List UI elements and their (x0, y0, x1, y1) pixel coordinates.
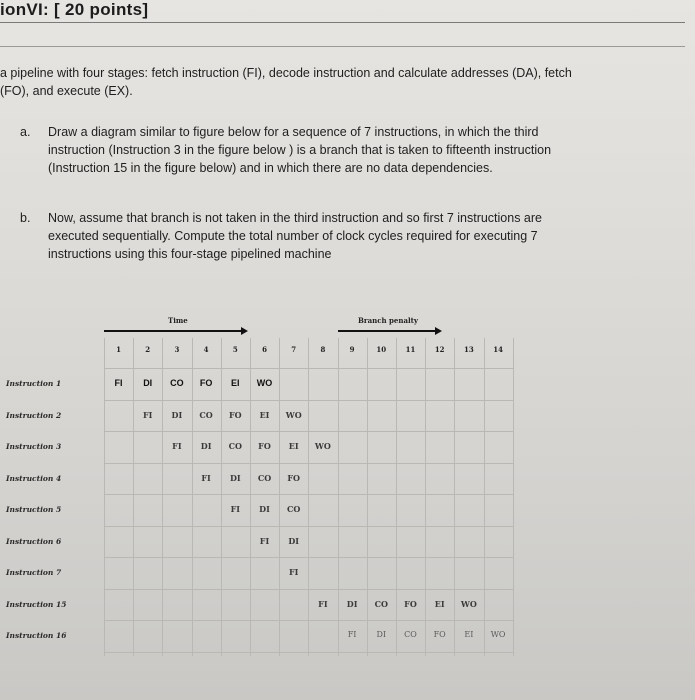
stage-cell: EI (288, 441, 299, 451)
instruction-label: Instruction 7 (6, 568, 62, 577)
stage-cell: FI (114, 378, 123, 388)
grid-line-horizontal (104, 589, 513, 590)
stage-cell: FO (404, 598, 417, 609)
cycle-number: 1 (116, 345, 121, 354)
stage-cell: DI (200, 441, 212, 451)
stage-cell: FI (201, 472, 211, 483)
stage-cell: CO (374, 598, 388, 609)
stage-cell: CO (199, 409, 213, 420)
cycle-number: 9 (349, 345, 355, 354)
time-arrow (104, 330, 246, 332)
intro-line: a pipeline with four stages: fetch instruction (FI), decode instruction and calculate addresses (DA), fetch (0, 66, 572, 80)
grid-line-horizontal (104, 368, 513, 369)
cycle-number: 13 (464, 345, 474, 354)
cycle-number: 10 (376, 345, 387, 354)
stage-cell: DI (259, 504, 270, 514)
cycle-number: 2 (145, 345, 151, 354)
stage-cell: EI (464, 630, 474, 639)
stage-cell: DI (229, 472, 241, 483)
stage-cell: DI (143, 378, 153, 388)
cycle-number: 7 (291, 345, 297, 354)
stage-cell: DI (376, 630, 387, 639)
instruction-label: Instruction 5 (6, 505, 62, 514)
grid-line-vertical (484, 338, 485, 656)
stage-cell: WO (490, 630, 506, 639)
stage-cell: CO (257, 472, 272, 483)
grid-line-horizontal (104, 431, 513, 432)
grid-line-horizontal (104, 526, 513, 527)
stage-cell: EI (434, 598, 445, 609)
question-label: b. (20, 211, 31, 225)
stage-cell: FI (259, 535, 270, 546)
grid-line-vertical (513, 338, 514, 656)
cycle-number: 11 (405, 345, 416, 354)
instruction-label: Instruction 4 (6, 473, 62, 483)
stage-cell: WO (460, 598, 477, 609)
instruction-label: Instruction 15 (6, 599, 67, 609)
question-line: executed sequentially. Compute the total number of clock cycles required for executing 7 (48, 229, 538, 243)
question-line: Now, assume that branch is not taken in the third instruction and so first 7 instructions are (48, 211, 543, 225)
stage-cell: FO (287, 472, 301, 483)
grid-line-vertical (279, 338, 280, 656)
grid-line-horizontal (104, 463, 513, 464)
stage-cell: FO (228, 409, 242, 420)
instruction-label: Instruction 3 (6, 442, 62, 451)
question-text (48, 209, 680, 263)
section-divider (0, 46, 685, 47)
grid-line-horizontal (104, 400, 513, 401)
grid-line-horizontal (104, 494, 513, 495)
stage-cell: FI (318, 598, 328, 609)
stage-cell: CO (228, 441, 242, 451)
pipeline-timing-diagram (0, 310, 695, 700)
stage-cell: FO (199, 378, 213, 388)
stage-cell: FO (258, 441, 271, 451)
stage-cell: FO (433, 630, 446, 639)
stage-cell: DI (346, 598, 358, 609)
cycle-number: 8 (320, 345, 326, 354)
question-label: a. (20, 125, 31, 139)
cycle-number: 6 (262, 345, 267, 354)
cycle-number: 14 (493, 345, 503, 354)
stage-cell: FI (347, 630, 357, 639)
intro-paragraph (0, 64, 680, 100)
stage-cell: CO (287, 504, 301, 514)
stage-cell: DI (171, 409, 183, 420)
grid-line-horizontal (104, 557, 513, 558)
instruction-label: Instruction 1 (6, 379, 62, 388)
grid-line-horizontal (104, 620, 513, 621)
stage-cell: WO (314, 441, 331, 451)
question-line: instructions using this four-stage pipelined machine (48, 247, 332, 261)
stage-cell: FI (288, 567, 299, 577)
cycle-number: 5 (232, 345, 238, 354)
cycle-number: 4 (203, 345, 209, 354)
question-title: ionVI: [ 20 points] (0, 0, 149, 19)
cycle-number: 3 (174, 345, 180, 354)
stage-cell: DI (288, 535, 300, 546)
question-text (48, 123, 680, 177)
instruction-label: Instruction 6 (6, 536, 62, 546)
branch-penalty-arrow (338, 330, 440, 332)
title-divider (0, 22, 685, 23)
stage-cell: FI (230, 504, 240, 514)
stage-cell: FI (142, 409, 153, 420)
grid-line-horizontal (104, 652, 513, 653)
instruction-label: Instruction 16 (6, 631, 67, 640)
stage-cell: WO (285, 409, 302, 420)
stage-cell: EI (259, 409, 270, 420)
question-line: (Instruction 15 in the figure below) and in which there are no data dependencies. (48, 161, 493, 175)
instruction-label: Instruction 2 (6, 410, 62, 420)
question-line: instruction (Instruction 3 in the figure below ) is a branch that is taken to fifteenth instruction (48, 143, 552, 157)
question-line: Draw a diagram similar to figure below for a sequence of 7 instructions, in which the third (48, 125, 539, 139)
intro-line: (FO), and execute (EX). (0, 84, 133, 98)
cycle-number: 12 (434, 345, 445, 354)
time-label: Time (168, 316, 188, 325)
stage-cell: CO (404, 630, 417, 639)
stage-cell: EI (231, 378, 240, 388)
stage-cell: CO (170, 378, 184, 388)
stage-cell: FI (172, 441, 182, 451)
branch-penalty-label: Branch penalty (358, 316, 418, 325)
stage-cell: WO (256, 378, 273, 388)
